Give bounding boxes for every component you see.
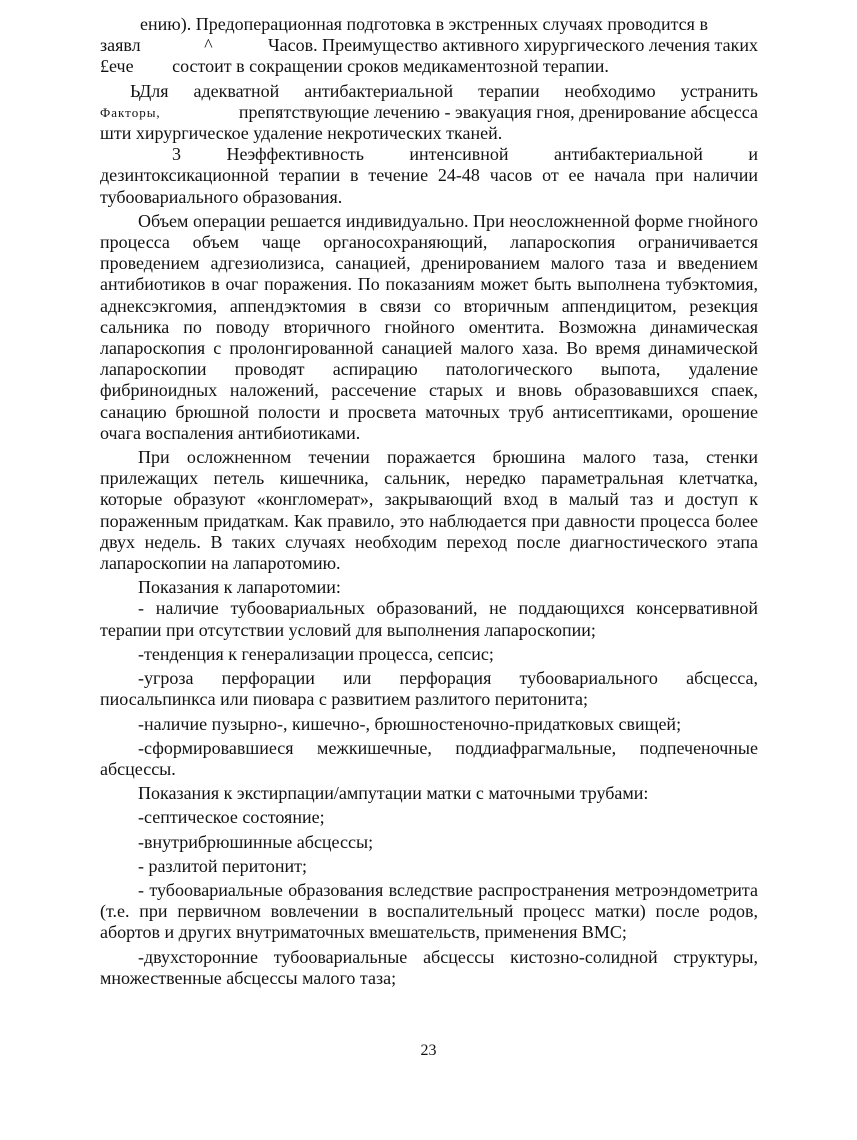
- list-item: -сформировавшиеся межкишечные, поддиафрагмальные, подпеченочные абсцессы.: [100, 737, 758, 779]
- extirpation-heading: Показания к экстирпации/ампутации матки с маточными трубами:: [138, 783, 649, 804]
- item-word: антибактериальной: [553, 144, 703, 165]
- list-item: -угроза перфорации или перфорация тубоовариального абсцесса, пиосальпинкса или пиовара с развитием разлитого перитонита;: [100, 668, 758, 710]
- text-fragment: состоит в сокращении сроков медикаментозной терапии.: [172, 56, 609, 77]
- text-line: [100, 102, 758, 123]
- paragraph-complicated-course: При осложненном течении поражается брюшина малого таза, стенки прилежащих петель кишечника, сальник, нередко параметральная клетчатка, которые образуют «конгломерат», закрывающий вход в малый таз и доступ к пораженным придаткам. Как правило, это наблюдается при давности процесса более двух недель. В таких случаях необходим переход после диагностического этапа лапароскопии на лапаротомию.: [100, 447, 758, 574]
- text-line: [100, 35, 758, 56]
- text-fragment: Часов. Преимущество активного хирургического лечения таких: [267, 35, 758, 56]
- numbered-item-3-first-line: [100, 144, 758, 165]
- item-word: Неэффективность: [226, 144, 364, 165]
- document-page: [100, 14, 758, 989]
- item-number: 3: [172, 144, 181, 165]
- list-item: - разлитой перитонит;: [138, 855, 307, 876]
- text-fragment: ению). Предоперационная подготовка в экстренных случаях проводится в: [140, 14, 708, 34]
- text-fragment: ЬДля адекватной антибактериальной терапии необходимо устранить: [130, 80, 758, 101]
- list-item: - наличие тубоовариальных образований, не поддающихся консервативной терапии при отсутствии условий для выполнения лапароскопии;: [100, 598, 758, 640]
- item-word: и: [748, 144, 758, 165]
- list-item: -септическое состояние;: [138, 807, 325, 828]
- text-fragment: препятствующие лечению - эвакуация гноя, дренирование абсцесса: [238, 101, 758, 122]
- list-item: -тенденция к генерализации процесса, сепсис;: [138, 643, 494, 664]
- list-item: -наличие пузырно-, кишечно-, брюшностеночно-придатковых свищей;: [138, 713, 682, 734]
- text-fragment: шти хирургическое удаление некротических тканей.: [100, 123, 503, 144]
- text-line: [100, 56, 758, 77]
- text-line: [100, 14, 758, 35]
- laparotomy-heading: Показания к лапаротомии:: [138, 577, 341, 598]
- text-line: [100, 123, 758, 144]
- text-line: [100, 81, 758, 102]
- item-word: интенсивной: [409, 144, 509, 165]
- list-item: -внутрибрюшинные абсцессы;: [138, 831, 374, 852]
- paragraph-operation-volume: Объем операции решается индивидуально. При неосложненной форме гнойного процесса объем чаще органосохраняющий, лапароскопия ограничивается проведением адгезиолизиса, санацией, дренированием малого таза и введением антибиотиков в очаг поражения. По показаниям может быть выполнена тубэктомия, аднексэкгомия, аппендэктомия в связи со вторичным аппендицитом, резекция сальника по поводу вторичного гнойного оментита. Возможна динамическая лапароскопия с пролонгированной санацией малого хаза. Во время динамической лапароскопии проводят аспирацию патологического выпота, удаление фибриноидных наложений, рассечение старых и вновь образовавшихся спаек, санацию брюшной полости и просвета маточных труб антисептиками, орошение очага воспаления антибиотиками.: [100, 210, 758, 443]
- numbered-item-3-rest: дезинтоксикационной терапии в течение 24-48 часов от ее начала при наличии тубоовариального образования.: [100, 165, 758, 207]
- text-fragment: £ече: [100, 56, 134, 77]
- caret-mark: ^: [204, 35, 213, 56]
- text-fragment: Факторы,: [100, 104, 161, 120]
- text-fragment: заявл: [100, 35, 141, 56]
- page-number: 23: [420, 1042, 437, 1059]
- list-item: - тубоовариальные образования вследствие распространения метроэндометрита (т.е. при первичном вовлечении в воспалительный процесс матки) после родов, абортов и других внутриматочных вмешательств, применения ВМС;: [100, 879, 758, 943]
- list-item: -двухсторонние тубоовариальные абсцессы кистозно-солидной структуры, множественные абсцессы малого таза;: [100, 946, 758, 988]
